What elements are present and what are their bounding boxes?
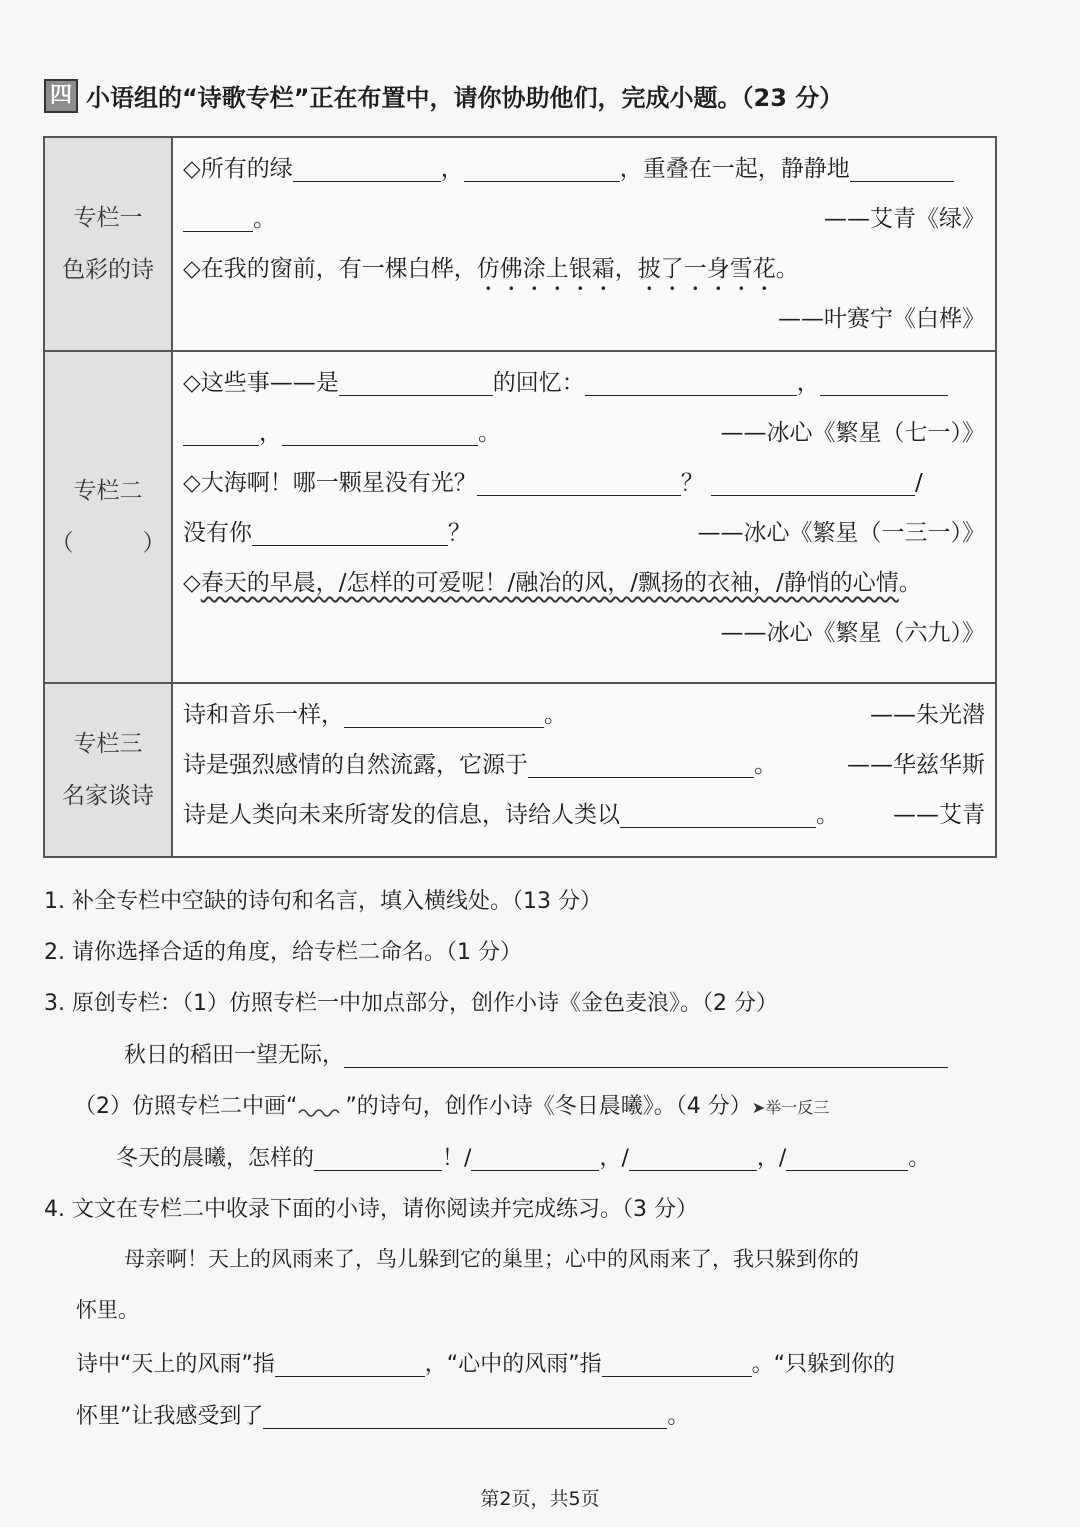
blank-field[interactable]	[820, 365, 948, 396]
col2-line-2: ， 。 ——冰心《繁星（七一）》	[183, 408, 985, 458]
blank-field[interactable]	[183, 201, 253, 232]
column-three-content	[172, 683, 996, 857]
source-attribution: ——冰心《繁星（七一）》	[720, 420, 985, 446]
col2-line-3: ◇大海啊！哪一颗星没有光？ ？ /	[183, 458, 985, 508]
question-4-line-2: 怀里”让我感受到了 。	[76, 1398, 689, 1430]
source-attribution: ——朱光潜	[870, 702, 985, 728]
column-one-content	[172, 137, 996, 351]
col1-line-3: ◇在我的窗前，有一棵白桦，仿佛涂上银霜，披了一身雪花。	[183, 256, 799, 282]
blank-field[interactable]	[314, 1140, 442, 1171]
blank-field[interactable]	[477, 465, 681, 496]
col2-line-1: ◇这些事——是 的回忆： ，	[183, 358, 985, 408]
blank-field[interactable]	[344, 1037, 948, 1068]
col1-line-1: ◇所有的绿 ， ，重叠在一起，静静地	[183, 144, 985, 194]
blank-field[interactable]	[711, 465, 915, 496]
source-attribution: ——冰心《繁星（一三一）》	[697, 520, 985, 546]
column-two-name-blank[interactable]: （ ）	[50, 530, 166, 556]
column-three-row	[44, 683, 996, 857]
blank-field[interactable]	[585, 365, 797, 396]
section-number-badge: 四	[44, 79, 78, 113]
blank-field[interactable]	[528, 747, 754, 778]
question-3-2: （2）仿照专栏二中画“ ”的诗句，创作小诗《冬日晨曦》。（4 分）➤举一反三	[74, 1094, 830, 1119]
column-two-row	[44, 351, 996, 683]
blank-field[interactable]	[464, 151, 620, 182]
col1-line-4	[183, 294, 985, 344]
column-one-title: 专栏一	[73, 205, 143, 231]
col3-line-3: 诗是人类向未来所寄发的信息，诗给人类以 。 ——艾青	[183, 790, 985, 840]
blank-field[interactable]	[339, 365, 493, 396]
blank-field[interactable]	[183, 415, 259, 446]
dotted-phrase: 仿佛涂上银霜，披了一身雪花	[476, 256, 776, 282]
question-3-1-answer-line: 秋日的稻田一望无际，	[124, 1037, 948, 1069]
blank-field[interactable]	[629, 1140, 757, 1171]
column-two-label	[44, 351, 172, 683]
source-attribution: ——叶赛宁《白桦》	[778, 306, 985, 332]
column-three-title: 专栏三	[73, 731, 143, 757]
column-three-label	[44, 683, 172, 857]
question-4: 4. 文文在专栏二中收录下面的小诗，请你阅读并完成练习。（3 分）	[44, 1197, 698, 1222]
wavy-line-sample-icon	[297, 1101, 345, 1117]
poem-line-2: 怀里。	[76, 1298, 139, 1322]
column-two-content	[172, 351, 996, 683]
source-attribution: ——艾青	[893, 802, 985, 828]
column-one-subtitle: 色彩的诗	[62, 257, 154, 283]
col3-line-2: 诗是强烈感情的自然流露，它源于 。 ——华兹华斯	[183, 740, 985, 790]
blank-field[interactable]	[786, 1140, 908, 1171]
blank-field[interactable]	[344, 697, 544, 728]
question-3-2-answer-line: 冬天的晨曦，怎样的 ！/ ，/ ，/ 。	[116, 1140, 930, 1172]
col2-line-4: 没有你 ？ ——冰心《繁星（一三一）》	[183, 508, 985, 558]
wavy-underlined-verse: 春天的早晨，/怎样的可爱呢！/融冶的风，/飘扬的衣袖，/静悄的心情	[200, 570, 899, 596]
col3-line-1: 诗和音乐一样， 。 ——朱光潜	[183, 690, 985, 740]
blank-field[interactable]	[282, 415, 478, 446]
source-attribution: ——冰心《繁星（六九）》	[720, 620, 985, 646]
col2-line-5: ◇春天的早晨，/怎样的可爱呢！/融冶的风，/飘扬的衣袖，/静悄的心情。	[183, 570, 922, 596]
source-attribution: ——华兹华斯	[847, 752, 985, 778]
section-instruction: 小语组的“诗歌专栏”正在布置中，请你协助他们，完成小题。（23 分）	[86, 84, 844, 112]
practice-tag: ➤举一反三	[751, 1098, 830, 1117]
blank-field[interactable]	[293, 151, 441, 182]
col1-line-2: 。 ——艾青《绿》	[183, 194, 985, 244]
poem-line-1: 母亲啊！天上的风雨来了，鸟儿躲到它的巢里；心中的风雨来了，我只躲到你的	[124, 1247, 859, 1271]
column-two-title: 专栏二	[73, 478, 143, 504]
blank-field[interactable]	[252, 515, 448, 546]
poetry-column-table	[43, 136, 997, 858]
blank-field[interactable]	[471, 1140, 599, 1171]
source-attribution: ——艾青《绿》	[824, 206, 985, 232]
question-1: 1. 补全专栏中空缺的诗句和名言，填入横线处。（13 分）	[44, 889, 602, 914]
column-one-row	[44, 137, 996, 351]
blank-field[interactable]	[275, 1346, 425, 1377]
page-number-footer: 第2页，共5页	[480, 1488, 600, 1510]
column-three-subtitle: 名家谈诗	[62, 783, 154, 809]
question-3: 3. 原创专栏：（1）仿照专栏一中加点部分，创作小诗《金色麦浪》。（2 分）	[44, 991, 778, 1016]
col2-line-6	[183, 608, 985, 658]
column-one-label	[44, 137, 172, 351]
blank-field[interactable]	[620, 797, 816, 828]
blank-field[interactable]	[850, 151, 954, 182]
question-2: 2. 请你选择合适的角度，给专栏二命名。（1 分）	[44, 940, 522, 965]
blank-field[interactable]	[602, 1346, 752, 1377]
blank-field[interactable]	[263, 1398, 667, 1429]
question-4-line-1: 诗中“天上的风雨”指 ，“心中的风雨”指 。“只躲到你的	[76, 1346, 895, 1378]
section-header	[44, 78, 843, 113]
